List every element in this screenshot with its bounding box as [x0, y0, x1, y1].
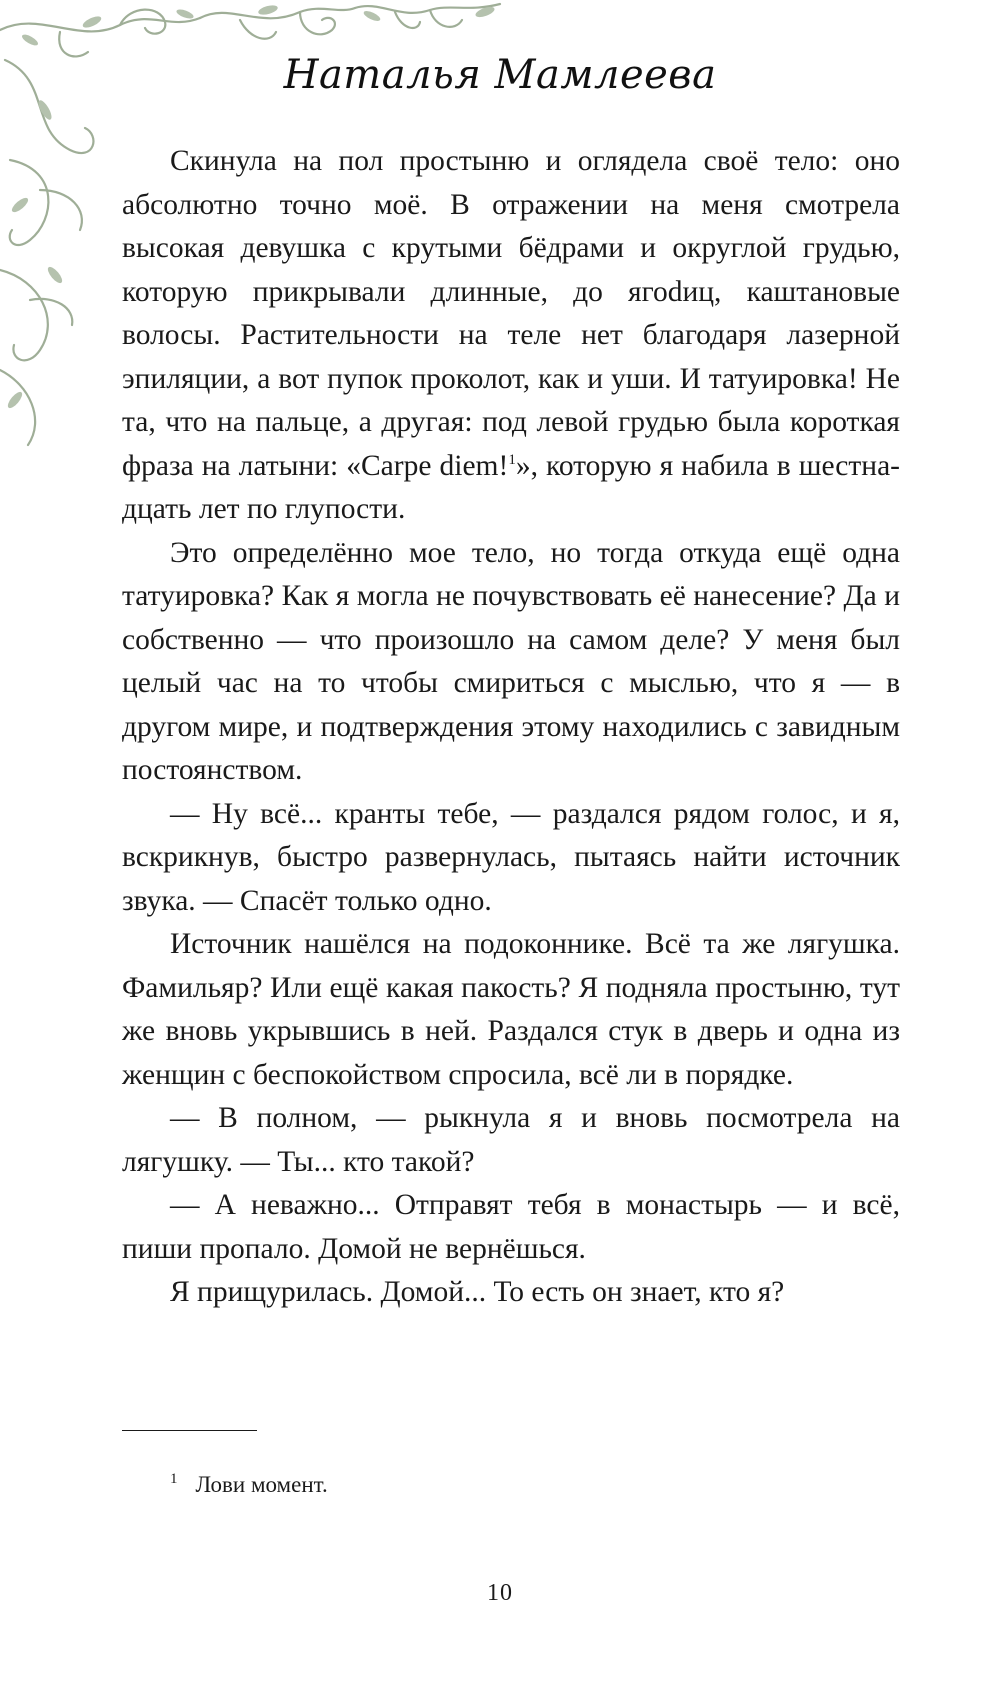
paragraph-1 [122, 140, 900, 532]
paragraph-1-text-a: Скинула на пол простыню и оглядела своё тело: оно абсолютно точно моё. В отражении на меня смотрела высокая девушка с крутыми бёдрами и округлой грудью, которую прикрывали длинные, до ягоdиц, каштановые волосы. Растительности на теле нет благодаря лазерной эпиляции, а вот пупок проколот, как и уши. И татуировка! Не та, что на пальце, а другая: под левой грудью была короткая фраза на латыни: «Carpe diem! [122, 145, 900, 482]
paragraph-5: — В полном, — рыкнула я и вновь посмотрела на лягушку. — Ты... кто такой? [122, 1102, 900, 1178]
body-text [122, 140, 900, 1315]
footnote-mark: 1 [170, 1471, 178, 1488]
paragraph-6: — А неважно... Отправят тебя в монастырь — и всё, пиши пропало. Домой не вернёшься. [122, 1189, 900, 1265]
footnote-text: Лови момент. [195, 1472, 328, 1497]
running-header-title: Наталья Мамлеева [283, 52, 717, 98]
footnote-reference: 1 [508, 451, 516, 468]
footnote [170, 1470, 328, 1500]
footnote-divider [122, 1430, 257, 1431]
paragraph-4: Источник нашёлся на подоконнике. Всё та же лягушка. Фамильяр? Или ещё какая пакость? Я подняла простыню, тут же вновь укрывшись в ней. Раздался стук в дверь и одна из женщин с беспокойством спросила, всё ли в порядке. [122, 928, 900, 1091]
paragraph-2: Это определённо мое тело, но тогда откуда ещё одна татуировка? Как я могла не почувствовать её нанесение? Да и собственно — что произошло на самом деле? У меня был целый час на то чтобы смириться с мыслью, что я — в другом мире, и подтверждения этому находились с завидным постоянством. [122, 536, 900, 786]
floral-swirl-side-icon [0, 40, 120, 460]
paragraph-7: Я прищурилась. Домой... То есть он знает, кто я? [170, 1276, 785, 1308]
paragraph-3: — Ну всё... кранты тебе, — раздался рядом голос, и я, вскрикнув, быстро развернулась, пытаясь найти источник звука. — Спасёт только одно. [122, 797, 900, 917]
page-number: 10 [487, 1580, 513, 1606]
paragraph-1-text-b: », которую я набила в шестнадцать лет по глупости. [122, 449, 900, 525]
